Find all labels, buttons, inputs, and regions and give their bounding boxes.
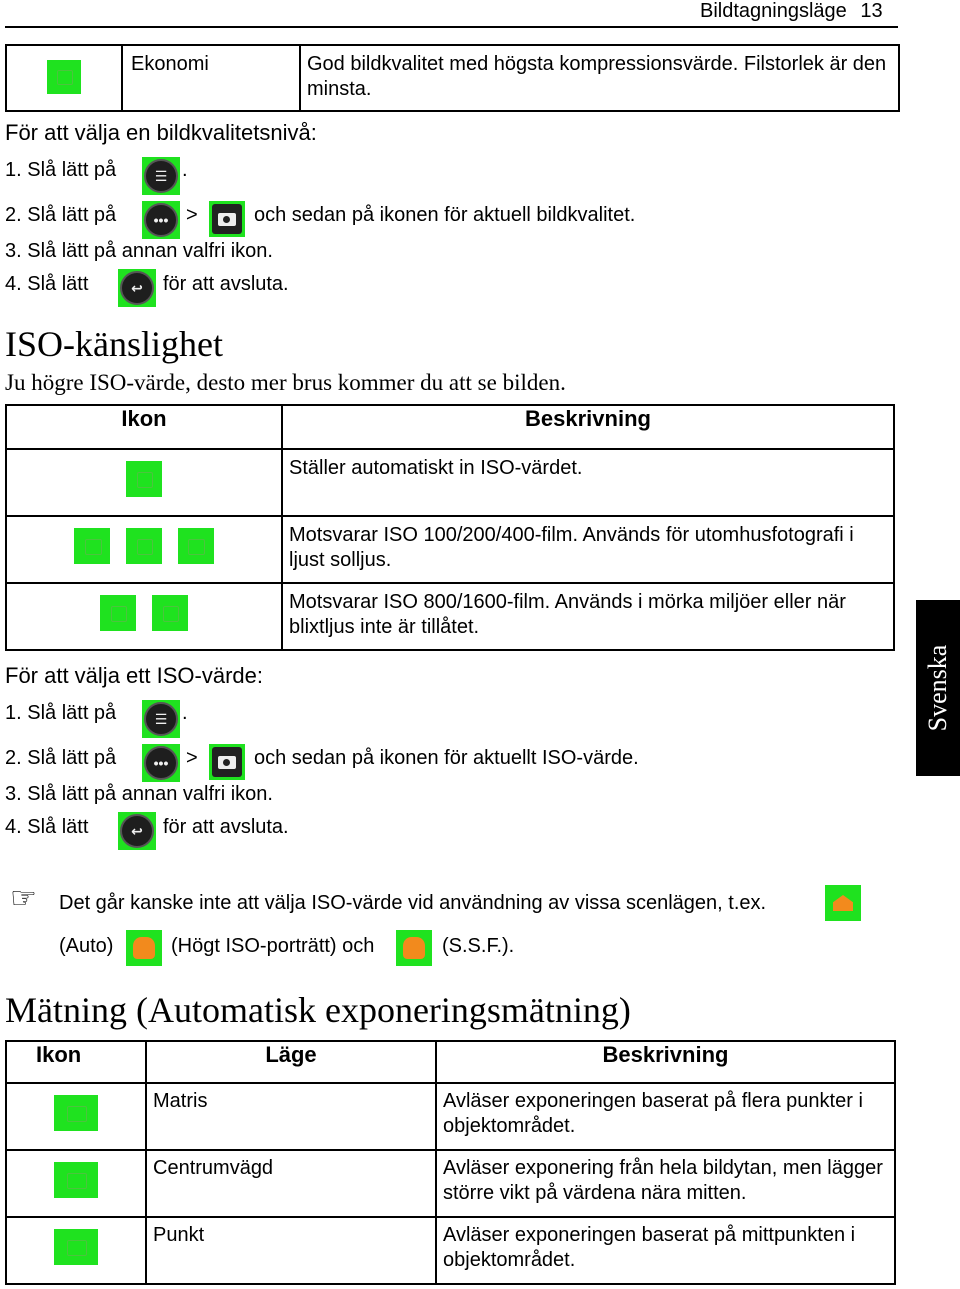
- iso-title: ISO-känslighet: [5, 324, 223, 364]
- quality-table: [5, 44, 900, 112]
- metering-desc-spot: Avläser exponeringen baserat på mittpunkten i objektområdet.: [436, 1217, 895, 1284]
- metering-row-matrix: [6, 1083, 895, 1150]
- camera-settings-button[interactable]: [209, 201, 245, 237]
- quality-step-4: 4. Slå lätt: [5, 273, 89, 295]
- iso-step-3: 3. Slå lätt på annan valfri ikon.: [5, 783, 273, 805]
- more-dots-icon: •••: [144, 203, 178, 237]
- metering-title: Mätning (Automatisk exponeringsmätning): [5, 990, 631, 1030]
- iso-steps-heading: För att välja ett ISO-värde:: [5, 663, 263, 688]
- quality-steps-heading: För att välja en bildkvalitetsnivå:: [5, 120, 317, 145]
- note-auto: (Auto): [59, 935, 114, 957]
- quality-economy-icon: [47, 60, 81, 94]
- menu-button[interactable]: [142, 157, 180, 195]
- more-button[interactable]: [142, 201, 180, 239]
- quality-step-3: 3. Slå lätt på annan valfri ikon.: [5, 240, 273, 262]
- language-side-tab: [916, 600, 960, 776]
- quality-row: [6, 45, 899, 111]
- more-dots-icon: •••: [144, 746, 178, 780]
- quality-step-2: 2. Slå lätt på: [5, 204, 117, 226]
- iso-row-auto: [6, 449, 894, 516]
- iso-100-icon: [74, 528, 110, 564]
- iso-row-low-desc: Motsvarar ISO 100/200/400-film. Används för utomhusfotografi i ljust solljus.: [282, 516, 894, 583]
- iso-step-4: 4. Slå lätt: [5, 816, 89, 838]
- metering-table: [5, 1040, 896, 1285]
- menu-list-icon: ☰: [144, 159, 178, 193]
- iso-row-low: [6, 516, 894, 583]
- metering-row-spot: [6, 1217, 895, 1284]
- iso-1600-icon: [152, 595, 188, 631]
- iso-menu-button[interactable]: [142, 700, 180, 738]
- iso-subtitle: Ju högre ISO-värde, desto mer brus kommer du att se bilden.: [5, 370, 566, 395]
- note-line-1: Det går kanske inte att välja ISO-värde vid användning av vissa scenlägen, t.ex.: [59, 892, 767, 914]
- iso-col-desc: Beskrivning: [282, 405, 894, 449]
- metering-mode-center: Centrumvägd: [146, 1150, 436, 1217]
- header-page-number: 13: [860, 0, 883, 22]
- quality-step-2-text: och sedan på ikonen för aktuell bildkvalitet.: [254, 204, 636, 226]
- metering-col-icon: Ikon: [6, 1041, 146, 1083]
- camera-icon: [212, 747, 242, 777]
- quality-step-4-text: för att avsluta.: [163, 273, 289, 295]
- header-section: Bildtagningsläge: [700, 0, 847, 22]
- iso-400-icon: [178, 528, 214, 564]
- iso-camera-settings-button[interactable]: [209, 744, 245, 780]
- spot-metering-icon: [54, 1229, 98, 1265]
- quality-step-1-end: .: [182, 159, 188, 181]
- metering-row-center: [6, 1150, 895, 1217]
- iso-header-row: [6, 405, 894, 449]
- menu-list-icon: ☰: [144, 702, 178, 736]
- quality-description: God bildkvalitet med högsta kompressionsvärde. Filstorlek är den minsta.: [300, 45, 899, 111]
- iso-row-auto-desc: Ställer automatiskt in ISO-värdet.: [282, 449, 894, 516]
- iso-step-2: 2. Slå lätt på: [5, 747, 117, 769]
- back-button[interactable]: [118, 269, 156, 307]
- metering-desc-matrix: Avläser exponeringen baserat på flera punkter i objektområdet.: [436, 1083, 895, 1150]
- iso-step-1-end: .: [182, 702, 188, 724]
- iso-back-button[interactable]: [118, 812, 156, 850]
- camera-icon: [212, 204, 242, 234]
- back-arrow-icon: ↩: [120, 271, 154, 305]
- iso-200-icon: [126, 528, 162, 564]
- metering-desc-center: Avläser exponering från hela bildytan, men lägger större vikt på värdena nära mitten.: [436, 1150, 895, 1217]
- center-weighted-metering-icon: [54, 1162, 98, 1198]
- header-rule: [5, 26, 898, 28]
- metering-mode-matrix: Matris: [146, 1083, 436, 1150]
- quality-step-1: 1. Slå lätt på: [5, 159, 117, 181]
- high-iso-portrait-icon: [126, 930, 162, 966]
- iso-800-icon: [100, 595, 136, 631]
- iso-auto-icon: [126, 461, 162, 497]
- iso-row-high: [6, 583, 894, 650]
- iso-more-button[interactable]: [142, 744, 180, 782]
- scene-auto-icon: [825, 885, 861, 921]
- back-arrow-icon: ↩: [120, 814, 154, 848]
- metering-header-row: [6, 1041, 895, 1083]
- iso-step-1: 1. Slå lätt på: [5, 702, 117, 724]
- ssf-icon: [396, 930, 432, 966]
- iso-step-2-gt: >: [186, 747, 198, 769]
- iso-step-4-text: för att avsluta.: [163, 816, 289, 838]
- iso-step-2-text: och sedan på ikonen för aktuellt ISO-värde.: [254, 747, 639, 769]
- metering-col-desc: Beskrivning: [436, 1041, 895, 1083]
- note-ssf: (S.S.F.).: [442, 935, 515, 957]
- pointing-hand-icon: ☞: [10, 881, 37, 916]
- iso-table: [5, 404, 895, 651]
- metering-mode-spot: Punkt: [146, 1217, 436, 1284]
- iso-col-icon: Ikon: [6, 405, 282, 449]
- quality-step-2-gt: >: [186, 204, 198, 226]
- language-side-tab-label: Svenska: [923, 644, 952, 732]
- metering-col-mode: Läge: [146, 1041, 436, 1083]
- matrix-metering-icon: [54, 1095, 98, 1131]
- quality-name: Ekonomi: [122, 45, 300, 111]
- iso-row-high-desc: Motsvarar ISO 800/1600-film. Används i mörka miljöer eller när blixtljus inte är tillåtet.: [282, 583, 894, 650]
- note-portrait: (Högt ISO-porträtt) och: [171, 935, 375, 957]
- header: [700, 0, 883, 24]
